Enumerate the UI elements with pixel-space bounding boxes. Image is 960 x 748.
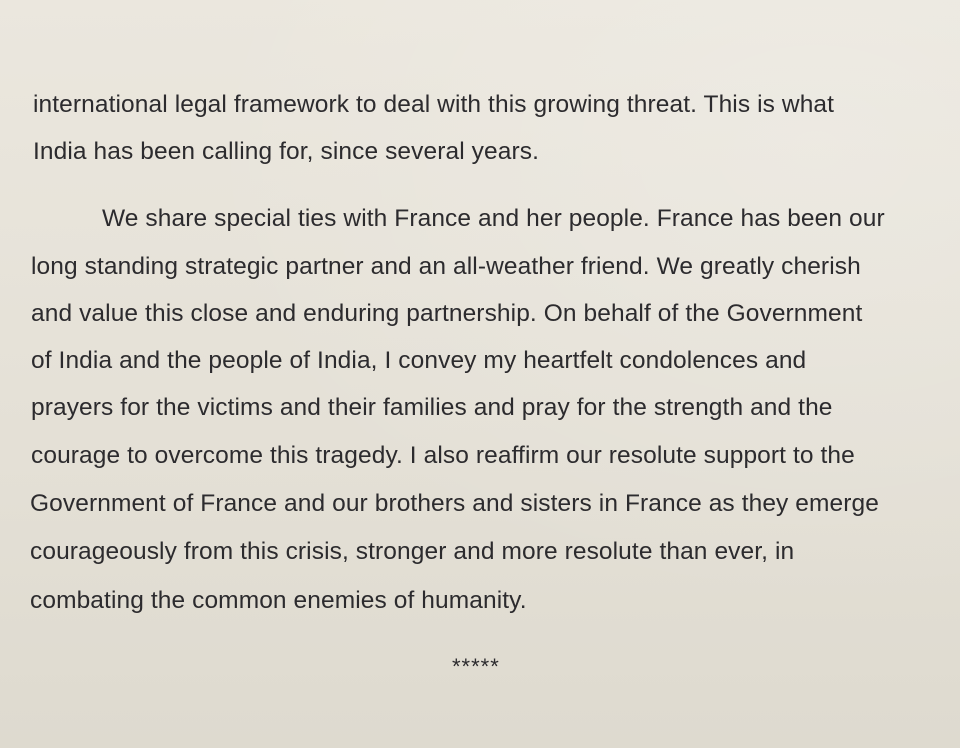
- paragraph-2-line-7: Government of France and our brothers and sisters in France as they emerge: [30, 490, 879, 517]
- paragraph-2-line-9: combating the common enemies of humanity.: [30, 587, 527, 614]
- paragraph-2-line-5: prayers for the victims and their families and pray for the strength and the: [31, 394, 833, 421]
- paragraph-1-line-1: international legal framework to deal with this growing threat. This is what: [33, 91, 835, 118]
- paragraph-2-line-1: We share special ties with France and her people. France has been our: [102, 205, 885, 232]
- paragraph-1-line-2: India has been calling for, since several years.: [33, 138, 539, 165]
- paragraph-2-line-8: courageously from this crisis, stronger and more resolute than ever, in: [30, 538, 795, 565]
- end-marker: *****: [452, 654, 500, 679]
- paragraph-2-line-6: courage to overcome this tragedy. I also reaffirm our resolute support to the: [31, 442, 855, 469]
- paragraph-2-line-2: long standing strategic partner and an all-weather friend. We greatly cherish: [31, 253, 861, 280]
- paragraph-2-line-3: and value this close and enduring partnership. On behalf of the Government: [31, 300, 863, 327]
- paragraph-2-line-4: of India and the people of India, I convey my heartfelt condolences and: [31, 347, 807, 374]
